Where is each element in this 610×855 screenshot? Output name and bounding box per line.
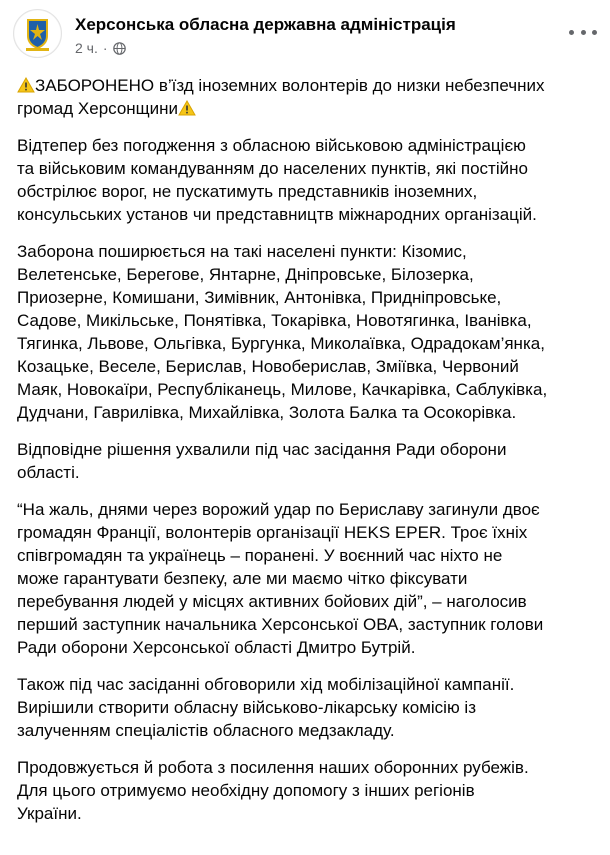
page-name[interactable]: Херсонська обласна державна адміністрація (75, 15, 456, 34)
more-options-icon[interactable] (569, 23, 597, 41)
post-body (17, 74, 597, 839)
headline-text: ЗАБОРОНЕНО в’їзд іноземних волонтерів до низки небезпечних громад Херсонщини (17, 76, 545, 118)
paragraph-decision: Відповідне рішення ухвалили під час засідання Ради оборони області. (17, 440, 507, 482)
paragraph-mobilization: Також під час засіданні обговорили хід мобілізаційної кампанії. Вирішили створити обласну військово-лікарську комісію із залученням спеціалістів обласного медзакладу. (17, 675, 515, 740)
page-avatar[interactable] (13, 9, 62, 58)
paragraph-settlements: Заборона поширюється на такі населені пункти: Кізомис, Велетенське, Берегове, Янтарне, Дніпровське, Білозерка, Приозерне, Комишани, Зимівник, Антонівка, Придніпровське, Садове, Микільське, Понятівка, Токарівка, Новотягинка, Іванівка, Тягинка, Львове, Ольгівка, Бургунка, Миколаївка, Одрадокам’янка, Козацьке, Веселе, Берислав, Новоберислав, Зміївка, Червоний Маяк, Новокаїри, Республіканець, Милове, Качкарівка, Саблуківка, Дудчани, Гаврилівка, Михайлівка, Золота Балка та Осокорівка. (17, 242, 548, 422)
meta-separator: · (102, 40, 108, 56)
warning-icon (17, 77, 35, 93)
paragraph-intro: Відтепер без погодження з обласною військовою адміністрацією та військовим командуванням до населених пунктів, які постійно обстрілює ворог, не пускатимуть представників іноземних, консульських установ чи представництв міжнародних організацій. (17, 136, 537, 224)
globe-icon[interactable] (113, 42, 126, 55)
post-time[interactable]: 2 ч. (75, 40, 98, 56)
coat-of-arms-icon (14, 10, 61, 57)
paragraph-defense: Продовжується й робота з посилення наших оборонних рубежів. Для цього отримуємо необхідну допомогу з інших регіонів України. (17, 758, 529, 823)
warning-icon (178, 100, 196, 116)
post-headline (17, 74, 597, 120)
post-meta (75, 40, 126, 56)
paragraph-quote: “На жаль, днями через ворожий удар по Бериславу загинули двоє громадян Франції, волонтерів організації HEKS EPER. Троє їхніх співгромадян та українець – поранені. У воєнний час ніхто не може гарантувати безпеку, але ми маємо чітко фіксувати перебування людей у місцях активних бойових дій”, – наголосив перший заступник начальника Херсонської ОВА, заступник голови Ради оборони Херсонської області Дмитро Бутрій. (17, 500, 544, 657)
post-header (13, 9, 597, 61)
